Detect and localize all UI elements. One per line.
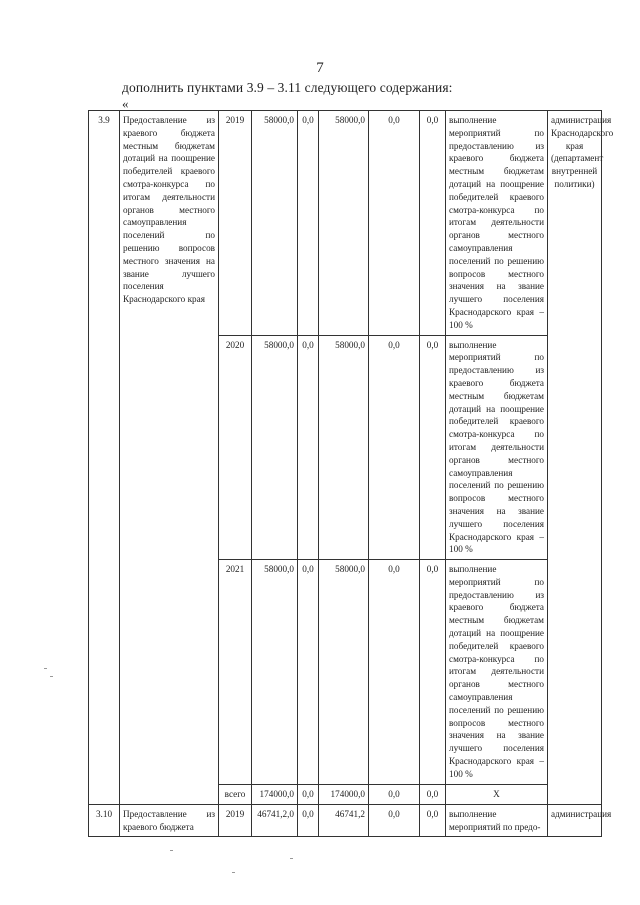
year-cell: 2020 — [219, 335, 252, 560]
federal-cell: 0,0 — [298, 111, 319, 336]
other-cell: 0,0 — [420, 804, 446, 837]
intro-text: дополнить пунктами 3.9 – 3.11 следующего содержания: — [122, 80, 453, 95]
scan-speck — [50, 676, 53, 677]
federal-cell: 0,0 — [298, 335, 319, 560]
federal-cell: 0,0 — [298, 785, 319, 805]
item-number: 3.10 — [89, 804, 120, 837]
page-number: 7 — [316, 60, 324, 76]
municipal-cell: 0,0 — [369, 560, 420, 785]
total-cell: 58000,0 — [252, 111, 298, 336]
regional-cell: 58000,0 — [319, 560, 369, 785]
table-row — [89, 804, 602, 837]
year-cell: 2019 — [219, 804, 252, 837]
municipal-cell: 0,0 — [369, 785, 420, 805]
program-activities-table — [88, 110, 614, 837]
regional-cell: 174000,0 — [319, 785, 369, 805]
result-cell: выполнение мероприятий по предо- — [446, 804, 548, 837]
other-cell: 0,0 — [420, 111, 446, 336]
regional-cell: 58000,0 — [319, 111, 369, 336]
federal-cell: 0,0 — [298, 560, 319, 785]
scan-speck — [290, 858, 293, 859]
total-cell: 46741,2,0 — [252, 804, 298, 837]
federal-cell: 0,0 — [298, 804, 319, 837]
scan-speck — [170, 850, 173, 851]
result-cell: выполнение мероприятий по предоставлению из краевого бюджета местным бюджетам дотаций на поощрение победителей краевого смотра-конкурса по итогам деятельности органов местного самоуправления поселений по решению вопросов местного значения на звание лучшего поселения Краснодарского края – 100 % — [446, 335, 548, 560]
total-cell: 58000,0 — [252, 560, 298, 785]
opening-quote-mark: « — [122, 96, 129, 111]
municipal-cell: 0,0 — [369, 335, 420, 560]
regional-cell: 58000,0 — [319, 335, 369, 560]
year-cell: 2021 — [219, 560, 252, 785]
item-description: Предоставление из краевого бюджета местным бюджетам дотаций на поощрение победителей краевого смотра-конкурса по итогам деятельности органов местного самоуправления поселений по решению вопросов местного значения на звание лучшего поселения Краснодарского края — [120, 111, 219, 805]
year-cell: 2019 — [219, 111, 252, 336]
regional-cell: 46741,2 — [319, 804, 369, 837]
municipal-cell: 0,0 — [369, 111, 420, 336]
other-cell: 0,0 — [420, 335, 446, 560]
executor-cell: администрация Краснодарского края (департамент внутренней политики) — [548, 111, 602, 805]
municipal-cell: 0,0 — [369, 804, 420, 837]
result-cell: выполнение мероприятий по предоставлению из краевого бюджета местным бюджетам дотаций на поощрение победителей краевого смотра-конкурса по итогам деятельности органов местного самоуправления поселений по решению вопросов местного значения на звание лучшего поселения Краснодарского края – 100 % — [446, 111, 548, 336]
year-cell: всего — [219, 785, 252, 805]
table-row — [89, 111, 602, 336]
total-cell: 174000,0 — [252, 785, 298, 805]
scan-speck — [44, 668, 47, 669]
scan-speck — [232, 872, 235, 873]
other-cell: 0,0 — [420, 785, 446, 805]
result-cell: выполнение мероприятий по предоставлению из краевого бюджета местным бюджетам дотаций на поощрение победителей краевого смотра-конкурса по итогам деятельности органов местного самоуправления поселений по решению вопросов местного значения на звание лучшего поселения Краснодарского края – 100 % — [446, 560, 548, 785]
item-description: Предоставление из краевого бюджета — [120, 804, 219, 837]
result-cell: Х — [446, 785, 548, 805]
executor-cell: администрация — [548, 804, 602, 837]
item-number: 3.9 — [89, 111, 120, 805]
total-cell: 58000,0 — [252, 335, 298, 560]
other-cell: 0,0 — [420, 560, 446, 785]
